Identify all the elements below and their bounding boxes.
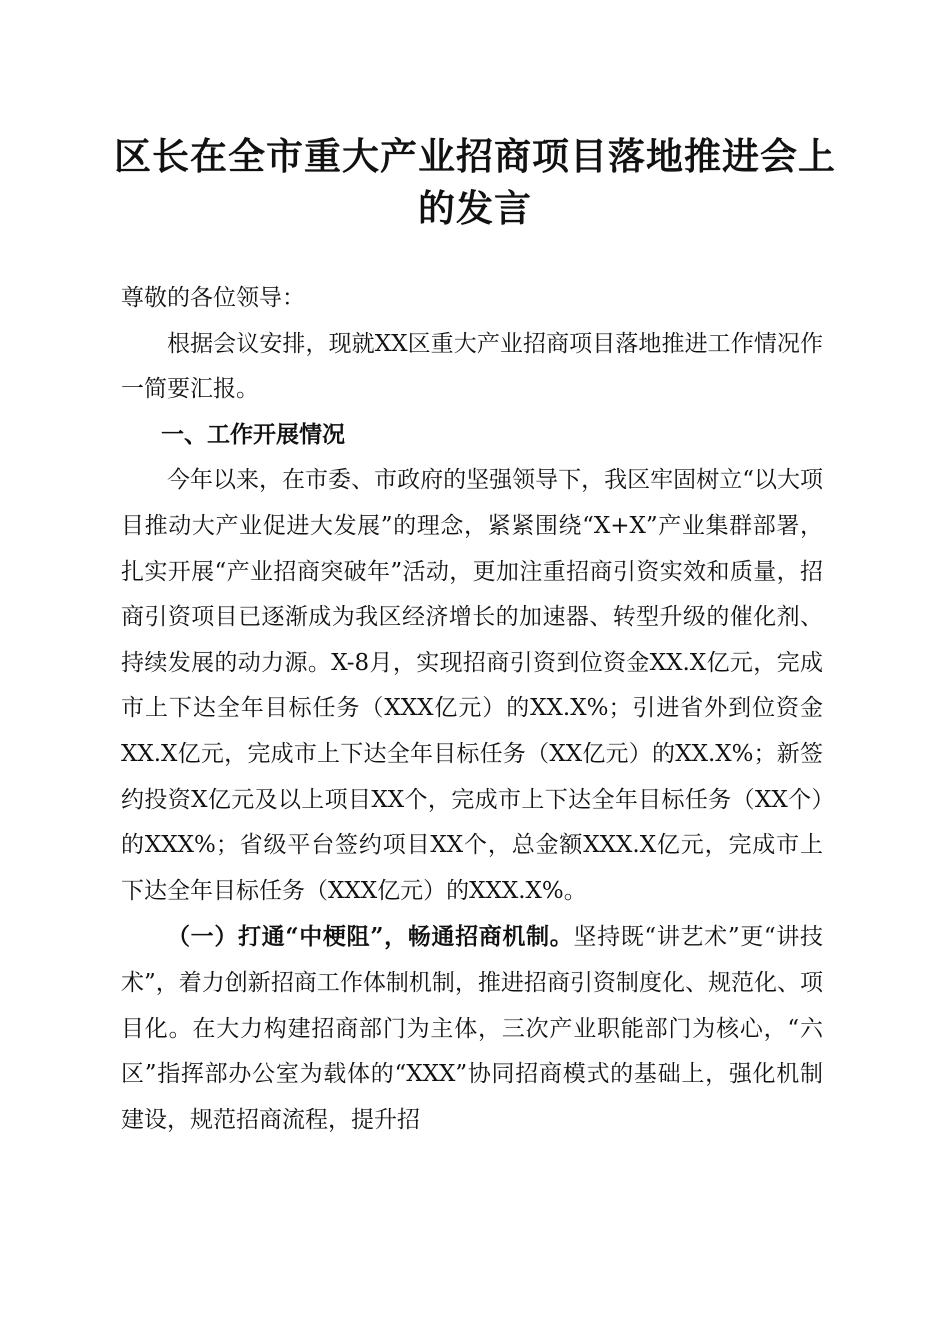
intro-paragraph: 根据会议安排，现就XX区重大产业招商项目落地推进工作情况作一简要汇报。 [121, 330, 823, 403]
section-heading: 一、工作开展情况 [161, 421, 345, 448]
document-body [121, 276, 823, 1143]
subsection-paragraph [121, 914, 823, 1143]
document-title: 区长在全市重大产业招商项目落地推进会上的发言 [114, 134, 836, 230]
subsection-text: 坚持既“讲艺术”更“讲技术”，着力创新招商工作体制机制，推进招商引资制度化、规范化、项目化。在大力构建招商部门为主体，三次产业职能部门为核心，“六区”指挥部办公室为载体的“XXX”协同招商模式的基础上，强化机制建设，规范招商流程，提升招 [121, 924, 823, 1133]
section-paragraph: 今年以来，在市委、市政府的坚强领导下，我区牢固树立“以大项目推动大产业促进大发展”的理念，紧紧围绕“X+X”产业集群部署，扎实开展“产业招商突破年”活动，更加注重招商引资实效和质量，招商引资项目已逐渐成为我区经济增长的加速器、转型升级的催化剂、持续发展的动力源。X-8月，实现招商引资到位资金XX.X亿元，完成市上下达全年目标任务（XXX亿元）的XX.X%；引进省外到位资金XX.X亿元，完成市上下达全年目标任务（XX亿元）的XX.X%；新签约投资X亿元及以上项目XX个，完成市上下达全年目标任务（XX个）的XXX%；省级平台签约项目XX个，总金额XXX.X亿元，完成市上下达全年目标任务（XXX亿元）的XXX.X%。 [121, 467, 823, 904]
subsection-lead: （一）打通“中梗阻”，畅通招商机制。 [167, 923, 574, 951]
salutation: 尊敬的各位领导： [121, 285, 305, 311]
